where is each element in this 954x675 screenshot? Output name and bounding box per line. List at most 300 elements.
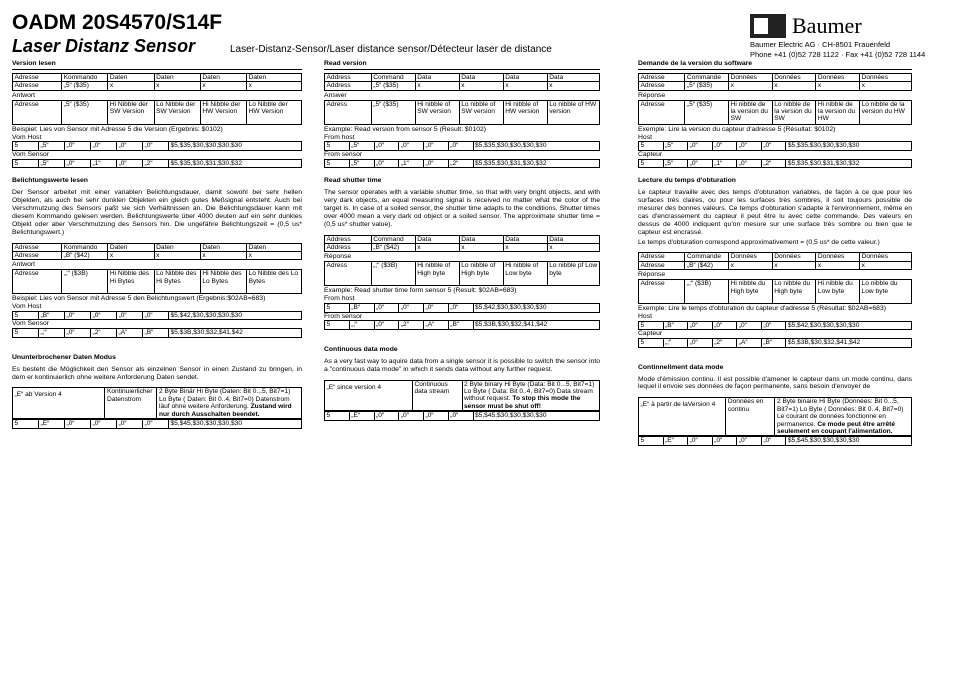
shutter-description: The sensor operates with a variable shutter time, so that with very bright objects, and with very dark objects, an equal measuring signal is received no matter what the color of the target is. In case of a soiled sensor, the shutter time adapts to the conditions. Shutter times over 4000 mean a very dark od object or a soiled sensor. The approximate shutter time = (0,5 us* shutter value). xyxy=(324,189,600,228)
table-cell: „5“ ($35) xyxy=(371,100,415,124)
table-cell: Lo nibble du Low byte xyxy=(860,280,912,304)
table-row xyxy=(13,159,302,167)
answer-table xyxy=(12,100,302,125)
table-cell: Adresse xyxy=(13,270,62,294)
table-cell: Adresse xyxy=(13,82,62,90)
table-cell: Hi nibble du High byte xyxy=(729,280,773,304)
table-cell: Address xyxy=(325,73,372,81)
table-cell: Adress xyxy=(325,100,372,124)
table-cell: $5,$35,$30,$31,$30,$32 xyxy=(786,159,912,167)
table-cell: Daten xyxy=(154,243,200,251)
answer-table xyxy=(638,279,912,304)
table-cell: „0“ xyxy=(424,304,449,312)
table-cell: Hi nibble of HW version xyxy=(503,100,547,124)
table-row xyxy=(325,244,600,252)
table-cell: Daten xyxy=(200,243,246,251)
table-cell: Hi nibble du Low byte xyxy=(816,280,860,304)
table-cell: „0“ xyxy=(374,159,399,167)
table-cell: Kommando xyxy=(62,243,108,251)
request-table xyxy=(324,73,600,91)
table-cell: x xyxy=(108,82,154,90)
table-cell: 5 xyxy=(325,321,350,329)
table-cell: $5,$42,$30,$30,$30,$30 xyxy=(473,304,600,312)
table-cell: „0“ xyxy=(424,142,449,150)
table-cell: „0“ xyxy=(424,159,449,167)
table-cell: $5,$3B,$30,$32,$41,$42 xyxy=(786,339,912,347)
table-cell: „A“ xyxy=(737,339,762,347)
table-cell: 5 xyxy=(639,339,664,347)
shutter-description: Der Sensor arbeitet mit einer variablen Belichtungsdauer, damit sowohl bei sehr hellen Objekten, als auch bei sehr dunklen Objekten ein gleich gutes Meßsignal entsteht. Auch bei Verschmutzung des Sensors paßt sie sich Verhältnissen an. Die Belichtungsdauer kann mit diesem Kommando gelesen werden. Belichtungswerte über 4000 deuten auf ein sehr dunkles Objekt oder aber Verschmutzung des Sensors hin. Die ungefähre Belichtungszeit = (0,5 us* Belichtungswert.) xyxy=(12,189,302,236)
table-row xyxy=(639,339,912,347)
answer-label: Answer xyxy=(324,91,347,99)
table-cell: „0“ xyxy=(761,321,786,329)
table-cell: Commande xyxy=(685,73,729,81)
example-text: Example: Read shutter time form sensor 5 (Result: $02AB=683) xyxy=(324,287,517,295)
table-cell: Hi Nibble der SW Version xyxy=(108,100,154,124)
answer-table xyxy=(638,100,912,125)
example-text: Exemple: Lire le temps d'obturation du capteur d'adresse 5 (Résultat: $02AB=683) xyxy=(638,305,886,313)
example-text: Example: Read version from sensor 5 (Result: $0102) xyxy=(324,125,487,133)
table-cell: Address xyxy=(325,82,372,90)
table-row xyxy=(325,159,600,167)
table-cell: „0“ xyxy=(448,142,473,150)
table-cell: $5,$45,$30,$30,$30,$30 xyxy=(786,437,912,445)
section-title-continuous: Continnellment data mode xyxy=(638,363,724,371)
table-cell: „5“ xyxy=(663,142,688,150)
table-cell: „;“ ($3B) xyxy=(685,280,729,304)
host-label: Vom Host xyxy=(12,303,42,311)
table-cell: x xyxy=(247,251,302,259)
host-table xyxy=(324,411,600,420)
format-cell xyxy=(462,380,600,411)
table-cell: „5“ ($35) xyxy=(371,82,415,90)
continuous-table xyxy=(638,397,912,436)
answer-table xyxy=(12,269,302,294)
table-cell: Adresse xyxy=(639,253,685,261)
table-cell: x xyxy=(547,244,599,252)
table-cell: $5,$35,$30,$31,$30,$32 xyxy=(473,159,600,167)
host-label: Host xyxy=(638,313,652,321)
table-row xyxy=(325,142,600,150)
table-header-row xyxy=(639,253,912,261)
table-cell: „0“ xyxy=(712,142,737,150)
table-cell: „0“ xyxy=(737,321,762,329)
table-cell: „0“ xyxy=(399,142,424,150)
section-title-continuous: Continuous data mode xyxy=(324,345,398,353)
table-cell: „5“ xyxy=(39,142,65,150)
host-label: Vom Host xyxy=(12,133,42,141)
section-title-shutter: Belichtungswerte lesen xyxy=(12,177,88,185)
table-cell: „0“ xyxy=(448,412,473,420)
table-row xyxy=(325,321,600,329)
table-cell: Daten xyxy=(154,73,200,81)
table-row xyxy=(639,280,912,304)
table-cell: „2“ xyxy=(712,339,737,347)
table-cell: 5 xyxy=(13,159,39,167)
table-cell: 5 xyxy=(639,142,664,150)
table-cell: „0“ xyxy=(688,159,713,167)
table-cell: Hi nibble de la version du SW xyxy=(729,100,773,124)
section-title-shutter: Read shutter time xyxy=(324,177,382,185)
shutter-description: Le capteur travaille avec des temps d'obturation variables, de façon à ce que pour les surfaces très claires, ou pour les surfaces très sombres, il soit toujours possible de mesurer des bonnes valeurs. Ce temps d'obturation s'adapte à l'environnement, même en cas d'encrassement du capteur il peut être lu avec cette commande. Des valeurs en dessus de 4000 indiquent qu'on mesure sur une surface très sombre ou bien que le capteur est encrassé. xyxy=(638,189,912,236)
table-cell: „B“ xyxy=(761,339,786,347)
table-cell: x xyxy=(154,82,200,90)
format-note: Ce mode peut être arrêté seulement en coupant l'alimentation. xyxy=(776,420,896,435)
table-cell: Lo nibble of High byte xyxy=(459,262,503,286)
host-label: From host xyxy=(324,133,355,141)
table-cell: „;“ ($3B) xyxy=(371,262,415,286)
table-cell: Adresse xyxy=(639,280,685,304)
format-cell xyxy=(775,398,912,436)
column-french xyxy=(638,60,912,446)
answer-table xyxy=(324,261,600,286)
table-cell: „0“ xyxy=(117,312,143,320)
sensor-label: Capteur xyxy=(638,150,663,158)
host-label: From host xyxy=(324,295,355,303)
company-phone: Phone +41 (0)52 728 1122 · Fax +41 (0)52 728 1144 xyxy=(750,49,926,59)
table-cell: x xyxy=(547,82,599,90)
table-cell: „B“ xyxy=(663,321,688,329)
table-row xyxy=(13,388,302,419)
table-cell: x xyxy=(200,251,246,259)
table-cell: „0“ xyxy=(143,312,169,320)
format-text: 2 Byte Binär Hi Byte (Daten: Bit 0...5, Bit7=1) Lo Byte ( Daten: Bit 0..4, Bit7=0) Datenstrom läuf ohne weitere Anforderung. xyxy=(158,388,291,411)
table-cell: „0“ xyxy=(761,142,786,150)
host-table xyxy=(324,303,600,312)
mode-cell: Kontinuierlicher Datenstrom xyxy=(105,388,157,419)
request-table xyxy=(12,243,302,261)
host-table xyxy=(638,436,912,445)
table-cell: „0“ xyxy=(424,412,449,420)
table-cell: „0“ xyxy=(761,437,786,445)
table-cell: „5“ xyxy=(349,142,374,150)
table-cell: „0“ xyxy=(688,321,713,329)
host-table xyxy=(12,311,302,320)
table-cell: „B“ ($42) xyxy=(685,261,729,269)
table-cell: „B“ xyxy=(143,329,169,337)
table-cell: Données xyxy=(772,253,816,261)
table-cell: Adresse xyxy=(13,100,62,124)
table-cell: „;“ xyxy=(349,321,374,329)
table-cell: „0“ xyxy=(374,142,399,150)
mode-cell: Données en continu xyxy=(726,398,775,436)
table-cell: 5 xyxy=(13,329,39,337)
table-cell: Lo Nibble der HW Version xyxy=(247,100,302,124)
table-cell: Adresse xyxy=(639,100,685,124)
table-cell: Hi Nibble der HW Version xyxy=(200,100,246,124)
table-cell: $5,$42,$30,$30,$30,$30 xyxy=(786,321,912,329)
table-cell: „0“ xyxy=(374,412,399,420)
table-row xyxy=(13,270,302,294)
table-cell: „;“ ($3B) xyxy=(62,270,108,294)
table-row xyxy=(13,82,302,90)
section-title-read-version: Version lesen xyxy=(12,60,302,70)
table-cell: „A“ xyxy=(117,329,143,337)
table-row xyxy=(639,437,912,445)
table-cell: $5,$35,$30,$31,$30,$32 xyxy=(169,159,302,167)
format-text: 2 Byte binary Hi Byte (Data: Bit 0...5, Bit7=1) Lo Byte ( Data: Bit 0..4, Bit7=0) Data stream without request. xyxy=(464,380,595,403)
table-header-row xyxy=(13,73,302,81)
table-cell: Data xyxy=(503,73,547,81)
column-german xyxy=(12,60,302,429)
table-cell: Données xyxy=(729,73,773,81)
table-cell: Data xyxy=(503,235,547,243)
answer-label: Réponse xyxy=(638,91,666,99)
table-cell: Adresse xyxy=(639,82,685,90)
table-cell: „0“ xyxy=(143,142,169,150)
table-row xyxy=(639,100,912,124)
table-cell: 5 xyxy=(325,304,350,312)
request-table xyxy=(638,252,912,270)
table-cell: Hi nibble of High byte xyxy=(415,262,459,286)
company-info xyxy=(750,40,925,59)
host-table xyxy=(638,321,912,330)
table-row xyxy=(325,412,600,420)
table-cell: $5,$45,$30,$30,$30,$30 xyxy=(473,412,600,420)
table-cell: 5 xyxy=(13,312,39,320)
host-table xyxy=(638,141,912,150)
table-cell: x xyxy=(459,244,503,252)
table-cell: Lo nibble of HW version xyxy=(547,100,599,124)
table-cell: „B“ xyxy=(39,312,65,320)
sensor-table xyxy=(324,320,600,329)
logo-mark-icon xyxy=(750,14,786,38)
table-cell: „B“ xyxy=(448,321,473,329)
table-cell: „0“ xyxy=(688,142,713,150)
request-table xyxy=(12,73,302,91)
table-cell: x xyxy=(247,82,302,90)
table-cell: Adresse xyxy=(639,73,685,81)
shutter-description-2: Le temps d'obturation correspond approximativement = (0,5 us* de cette valeur.) xyxy=(638,238,880,246)
table-cell: „;“ xyxy=(39,329,65,337)
example-text: Beispiel: Lies von Sensor mit Adresse 5 die Version (Ergebnis: $0102) xyxy=(12,125,223,133)
table-cell: Daten xyxy=(200,73,246,81)
table-cell: „2“ xyxy=(143,159,169,167)
table-cell: x xyxy=(772,261,816,269)
sensor-label: From sensor xyxy=(324,150,363,158)
table-cell: „E“ xyxy=(349,412,374,420)
continuous-description: As a very fast way to aquire data from a single sensor it is possible to switch the sensor into a "continuous data mode" in which it sends data without any further request. xyxy=(324,357,600,373)
table-cell: Adresse xyxy=(13,251,62,259)
table-cell: Données xyxy=(860,73,912,81)
table-cell: Data xyxy=(415,73,459,81)
table-cell: Données xyxy=(729,253,773,261)
table-row xyxy=(639,159,912,167)
table-cell: x xyxy=(729,82,773,90)
table-cell: x xyxy=(503,244,547,252)
table-cell: Commande xyxy=(685,253,729,261)
table-cell: „5“ ($35) xyxy=(685,82,729,90)
table-row xyxy=(325,82,600,90)
table-cell: „0“ xyxy=(117,142,143,150)
table-cell: $5,$35,$30,$30,$30,$30 xyxy=(473,142,600,150)
table-cell: „5“ ($35) xyxy=(62,100,108,124)
host-table xyxy=(12,141,302,150)
table-cell: Hi Nibble des Hi Bytes xyxy=(108,270,154,294)
table-cell: 5 xyxy=(639,437,664,445)
table-cell: $5,$45,$30,$30,$30,$30 xyxy=(169,420,302,428)
table-cell: Lo nibble de la version du SW xyxy=(772,100,816,124)
table-cell: „B“ xyxy=(349,304,374,312)
request-table xyxy=(638,73,912,91)
table-cell: „0“ xyxy=(448,304,473,312)
table-cell: Hi Nibble des Lo Bytes xyxy=(200,270,246,294)
continuous-table xyxy=(12,387,302,419)
sensor-table xyxy=(638,159,912,168)
table-cell: x xyxy=(772,82,816,90)
table-cell: Data xyxy=(459,235,503,243)
table-cell: Données xyxy=(816,73,860,81)
company-logo xyxy=(750,14,862,38)
table-cell: x xyxy=(729,261,773,269)
table-cell: Adresse xyxy=(13,243,62,251)
table-cell: Command xyxy=(371,235,415,243)
format-note: Zustand wird nur durch Ausschalten beendet. xyxy=(158,403,292,418)
table-cell: 5 xyxy=(13,420,39,428)
table-cell: x xyxy=(816,261,860,269)
table-cell: 5 xyxy=(325,412,350,420)
answer-table xyxy=(324,100,600,125)
table-cell: x xyxy=(415,244,459,252)
table-cell: Daten xyxy=(108,243,154,251)
table-cell: „B“ ($42) xyxy=(371,244,415,252)
host-table xyxy=(324,141,600,150)
table-cell: $5,$35,$30,$30,$30,$30 xyxy=(786,142,912,150)
format-text: 2 Byte binaire Hi Byte (Données: Bit 0...5, Bit7=1) Lo Byte ( Données: Bit 0..4, Bit7=0) Le courant de données fonctionne en permanence. xyxy=(776,398,904,428)
table-cell: x xyxy=(816,82,860,90)
table-cell: Data xyxy=(459,73,503,81)
command-cell: „E“ à partir de laVersion 4 xyxy=(639,398,726,436)
table-cell: Data xyxy=(547,235,599,243)
table-row xyxy=(13,420,302,428)
section-title-continuous: Ununterbrochener Daten Modus xyxy=(12,353,116,361)
table-row xyxy=(639,398,912,436)
table-header-row xyxy=(13,243,302,251)
section-title-read-version: Read version xyxy=(324,60,600,70)
table-cell: x xyxy=(860,82,912,90)
table-cell: „B“ ($42) xyxy=(62,251,108,259)
table-row xyxy=(13,312,302,320)
example-text: Exemple: Lire la version du capteur d'adresse 5 (Résultat: $0102) xyxy=(638,125,836,133)
sensor-table xyxy=(12,159,302,168)
request-table xyxy=(324,235,600,253)
table-cell: $5,$35,$30,$30,$30,$30 xyxy=(169,142,302,150)
table-cell: „0“ xyxy=(399,304,424,312)
format-note: To stop this mode the sensor must be shut off! xyxy=(464,395,581,410)
table-row xyxy=(13,142,302,150)
table-cell: „1“ xyxy=(399,159,424,167)
host-label: Host xyxy=(638,133,652,141)
table-cell: „0“ xyxy=(374,304,399,312)
table-cell: „0“ xyxy=(737,142,762,150)
table-row xyxy=(13,251,302,259)
table-cell: Adresse xyxy=(639,261,685,269)
table-cell: „0“ xyxy=(143,420,169,428)
table-cell: „0“ xyxy=(65,159,91,167)
table-cell: „0“ xyxy=(399,412,424,420)
table-cell: Daten xyxy=(247,243,302,251)
table-cell: „5“ ($35) xyxy=(685,100,729,124)
table-cell: Hi nibble de la version du HW xyxy=(816,100,860,124)
command-cell: „E“ since version 4 xyxy=(325,380,413,411)
table-cell: „0“ xyxy=(374,321,399,329)
logo-text: Baumer xyxy=(792,13,862,38)
sensor-table xyxy=(324,159,600,168)
host-table xyxy=(12,419,302,428)
table-cell: „0“ xyxy=(688,437,713,445)
table-cell: x xyxy=(108,251,154,259)
continuous-description: Es besteht die Möglichkeit den Sensor als einzelnen Sensor in einen Zustand zu bringen, in dem er kontinuierlich ohne weitere Anforderung Daten sendet. xyxy=(12,365,302,381)
table-cell: Data xyxy=(415,235,459,243)
section-title-read-version: Demande de la version du software xyxy=(638,60,912,70)
table-cell: „0“ xyxy=(737,437,762,445)
table-cell: „2“ xyxy=(761,159,786,167)
table-cell: „;“ xyxy=(663,339,688,347)
table-cell: Lo Nibble der SW Version xyxy=(154,100,200,124)
sensor-label: Capteur xyxy=(638,330,663,338)
table-header-row xyxy=(325,235,600,243)
table-cell: „E“ xyxy=(663,437,688,445)
mode-cell: Continuous data stream xyxy=(413,380,463,411)
table-cell: 5 xyxy=(325,142,350,150)
format-cell xyxy=(157,388,302,419)
table-cell: „0“ xyxy=(65,329,91,337)
table-cell: „2“ xyxy=(448,159,473,167)
section-title-shutter: Lecture du temps d'obturation xyxy=(638,177,736,185)
table-cell: „E“ xyxy=(39,420,65,428)
table-row xyxy=(13,329,302,337)
table-cell: Lo nibble du High byte xyxy=(772,280,816,304)
table-cell: „0“ xyxy=(688,339,713,347)
table-row xyxy=(639,261,912,269)
table-cell: „2“ xyxy=(399,321,424,329)
continuous-description: Mode d'émission continu. Il est possible d'amener le capteur dans un mode continu, dans lequel il envoie ses données de façon permanente, sans besoin d'envoyer de xyxy=(638,375,912,391)
table-cell: „0“ xyxy=(65,142,91,150)
company-address: Baumer Electric AG · CH-8501 Frauenfeld xyxy=(750,40,891,49)
table-cell: „0“ xyxy=(65,312,91,320)
table-cell: „2“ xyxy=(91,329,117,337)
table-cell: Données xyxy=(860,253,912,261)
table-cell: Lo Nibble des Hi Bytes xyxy=(154,270,200,294)
table-cell: „0“ xyxy=(737,159,762,167)
table-cell: „5“ ($35) xyxy=(62,82,108,90)
table-cell: Hi nibble of Low byte xyxy=(503,262,547,286)
table-cell: „0“ xyxy=(712,437,737,445)
table-cell: „5“ xyxy=(39,159,65,167)
sensor-label: Vom Sensor xyxy=(12,150,50,158)
table-cell: 5 xyxy=(639,321,664,329)
table-cell: Daten xyxy=(108,73,154,81)
table-cell: Adresse xyxy=(13,73,62,81)
column-english xyxy=(324,60,600,421)
table-header-row xyxy=(325,73,600,81)
table-cell: Command xyxy=(371,73,415,81)
table-cell: x xyxy=(503,82,547,90)
table-cell: Adress xyxy=(325,262,372,286)
command-cell: „E“ ab Version 4 xyxy=(13,388,105,419)
document-description: Laser-Distanz-Sensor/Laser distance sensor/Détecteur laser de distance xyxy=(230,44,552,55)
table-cell: „0“ xyxy=(65,420,91,428)
table-row xyxy=(639,82,912,90)
answer-label: Réponse xyxy=(324,253,352,261)
table-cell: „0“ xyxy=(117,420,143,428)
sensor-label: Vom Sensor xyxy=(12,320,50,328)
table-cell: $5,$3B,$30,$32,$41,$42 xyxy=(473,321,600,329)
table-cell: Address xyxy=(325,235,372,243)
document-subtitle: Laser Distanz Sensor xyxy=(12,36,196,56)
table-cell: Lo Nibble des Lo Bytes xyxy=(247,270,302,294)
table-cell: „0“ xyxy=(91,420,117,428)
